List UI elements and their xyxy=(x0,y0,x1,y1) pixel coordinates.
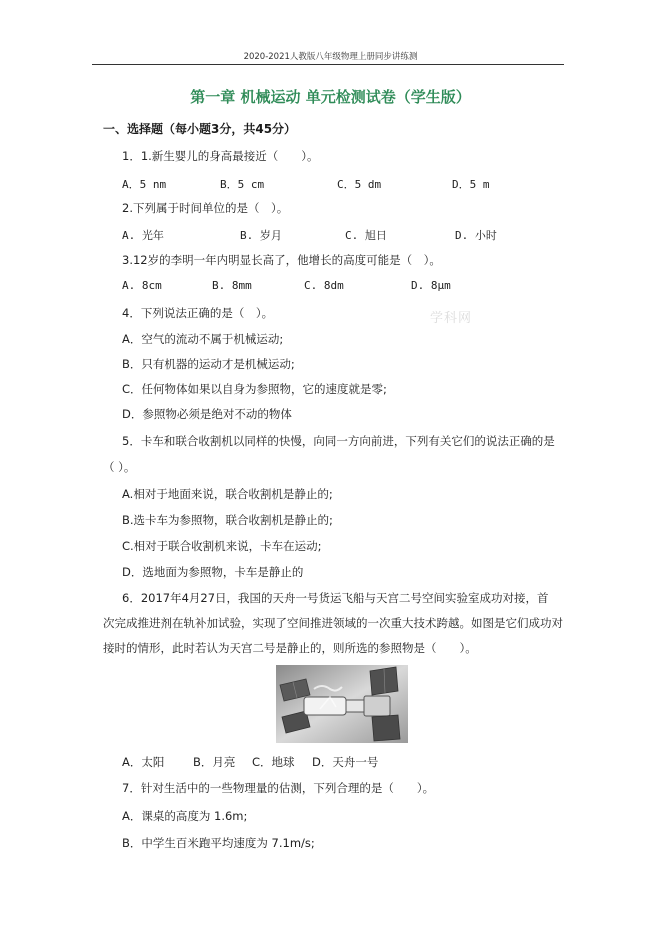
question-1-option-b: B．5 cm xyxy=(220,178,265,191)
question-2-option-b: B. 岁月 xyxy=(240,229,282,242)
question-2-option-d: D. 小时 xyxy=(455,229,497,242)
question-7-option-b: B．中学生百米跑平均速度为 7.1m/s; xyxy=(122,836,315,850)
question-1-option-d: D．5 m xyxy=(452,178,490,191)
question-6-option-a: A．太阳 xyxy=(122,755,165,769)
question-3-option-a: A. 8cm xyxy=(122,279,162,292)
question-3-option-c: C. 8dm xyxy=(304,279,344,292)
question-1-option-a: A．5 nm xyxy=(122,178,167,191)
question-6-option-b: B．月亮 xyxy=(193,755,236,769)
section-heading: 一、选择题（每小题3分，共45分） xyxy=(103,122,297,136)
question-2-stem: 2.下列属于时间单位的是（ ）。 xyxy=(122,201,289,215)
question-5-option-c: C.相对于联合收割机来说，卡车在运动; xyxy=(122,539,322,553)
question-3-stem: 3.12岁的李明一年内明显长高了，他增长的高度可能是（ ）。 xyxy=(122,253,441,267)
question-6-option-c: C．地球 xyxy=(252,755,295,769)
question-5-stem-line-2: （ ）。 xyxy=(103,460,136,474)
question-5-stem-line-1: 5．卡车和联合收割机以同样的快慢，向同一方向前进，下列有关它们的说法正确的是 xyxy=(122,434,555,448)
question-1-option-c: C．5 dm xyxy=(337,178,382,191)
question-3-option-d: D. 8μm xyxy=(411,279,451,292)
document-title: 第一章 机械运动 单元检测试卷（学生版） xyxy=(190,88,471,106)
question-3-option-b: B. 8mm xyxy=(212,279,252,292)
watermark-text: 学科网 xyxy=(430,311,473,326)
question-1-stem: 1．1.新生婴儿的身高最接近（ ）。 xyxy=(122,149,319,163)
question-7-stem: 7．针对生活中的一些物理量的估测，下列合理的是（ ）。 xyxy=(122,781,435,795)
question-7-option-a: A．课桌的高度为 1.6m; xyxy=(122,809,248,823)
question-5-option-a: A.相对于地面来说，联合收割机是静止的; xyxy=(122,487,333,501)
question-2-option-c: C. 旭日 xyxy=(345,229,387,242)
question-5-option-d: D．选地面为参照物，卡车是静止的 xyxy=(122,565,304,579)
question-4-option-b: B．只有机器的运动才是机械运动; xyxy=(122,357,295,371)
question-6-stem-line-2: 次完成推进剂在轨补加试验，实现了空间推进领域的一次重大技术跨越。如图是它们成功对 xyxy=(103,616,563,630)
question-4-stem: 4．下列说法正确的是（ ）。 xyxy=(122,306,274,320)
spacecraft-docking-photo xyxy=(276,665,408,743)
header-divider xyxy=(92,64,564,65)
question-6-option-d: D．天舟一号 xyxy=(312,755,379,769)
question-4-option-a: A．空气的流动不属于机械运动; xyxy=(122,332,284,346)
question-4-option-d: D．参照物必须是绝对不动的物体 xyxy=(122,407,292,421)
question-6-stem-line-3: 接时的情形，此时若认为天宫二号是静止的，则所选的参照物是（ ）。 xyxy=(103,641,477,655)
question-2-option-a: A. 光年 xyxy=(122,229,164,242)
question-6-stem-line-1: 6．2017年4月27日，我国的天舟一号货运飞船与天宫二号空间实验室成功对接，首 xyxy=(122,591,549,605)
page-header: 2020-2021人教版八年级物理上册同步讲练测 xyxy=(243,52,418,62)
question-4-option-c: C．任何物体如果以自身为参照物，它的速度就是零; xyxy=(122,382,387,396)
question-5-option-b: B.选卡车为参照物，联合收割机是静止的; xyxy=(122,513,333,527)
